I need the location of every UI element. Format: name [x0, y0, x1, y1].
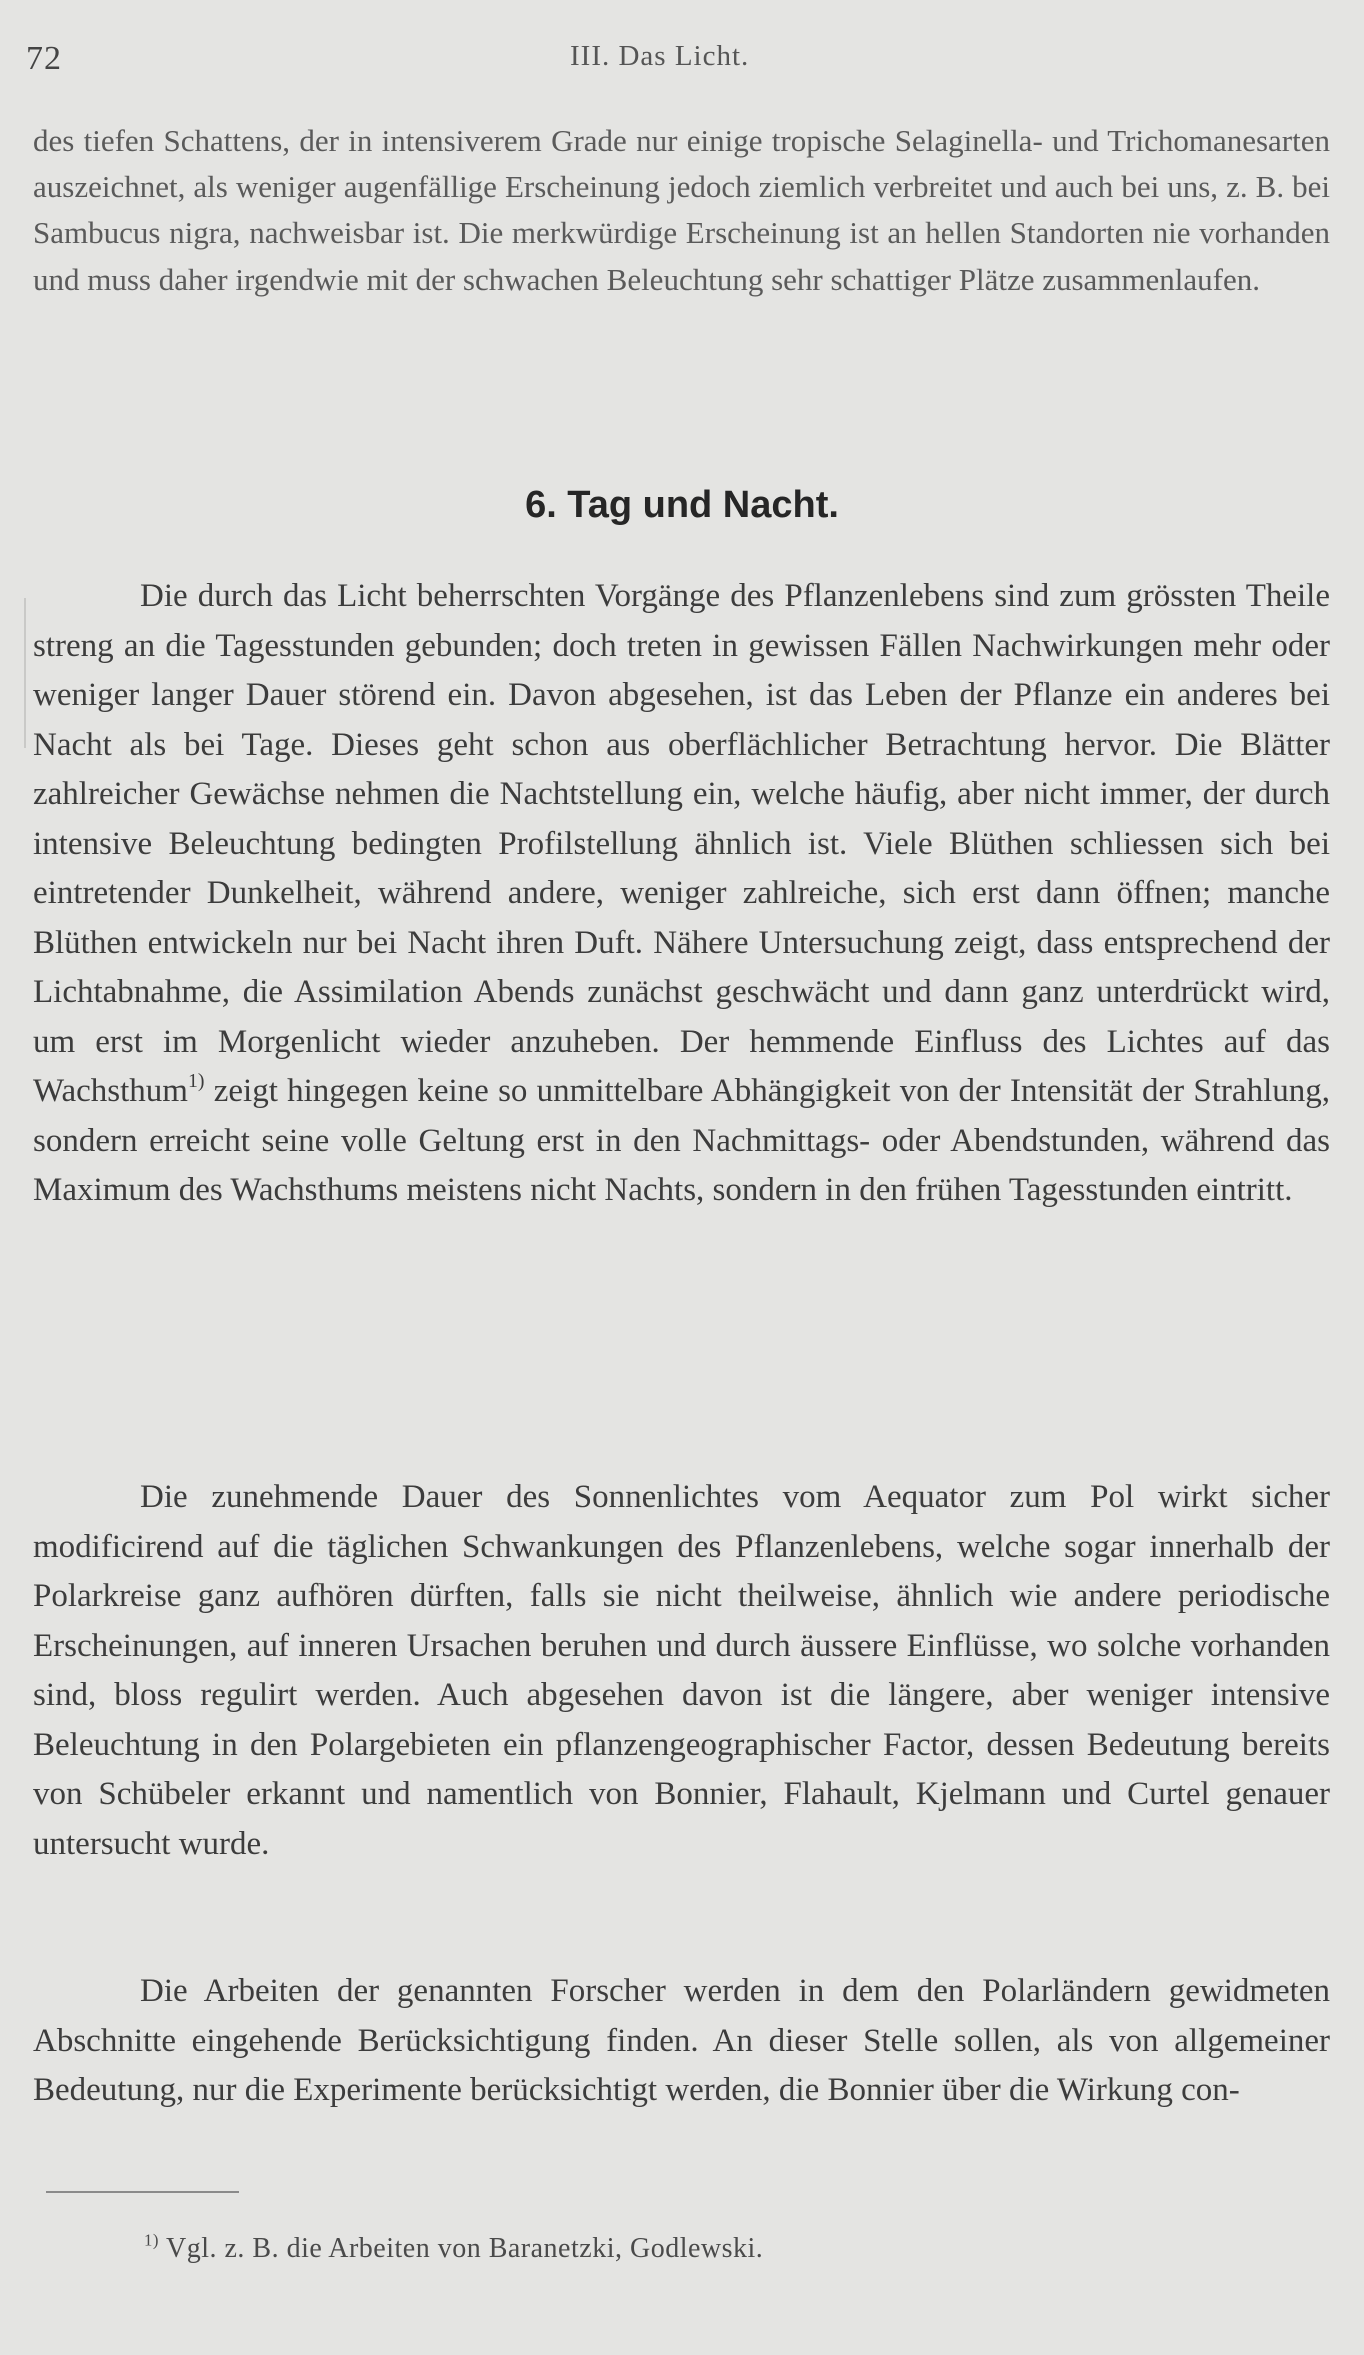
section-paragraph-1-text — [33, 572, 1330, 1216]
section-paragraph-1 — [33, 572, 1330, 1216]
running-title: III. Das Licht. — [570, 40, 750, 72]
section-paragraph-3 — [33, 1967, 1330, 2116]
section-paragraph-2-text: Die zunehmende Dauer des Sonnenlichtes vom Aequator zum Pol wirkt sicher modificirend auf die täglichen Schwankungen des Pflanzenlebens, welche sogar innerhalb der Polarkreise ganz aufhören dürften, falls sie nicht theilweise, ähnlich wie andere periodische Erscheinungen, auf inneren Ursachen beruhen und durch äussere Einflüsse, wo solche vorhanden sind, bloss regulirt werden. Auch abgesehen davon ist die längere, aber weniger intensive Beleuchtung in den Polargebieten ein pflanzengeographischer Factor, dessen Bedeutung bereits von Schübeler erkannt und namentlich von Bonnier, Flahault, Kjelmann und Curtel genauer untersucht wurde. — [33, 1479, 1330, 1862]
margin-mark — [24, 598, 26, 748]
section-paragraph-2 — [33, 1473, 1330, 1869]
section-heading: 6. Tag und Nacht. — [525, 484, 839, 526]
footnote-marker: 1) — [144, 2230, 159, 2250]
carryover-paragraph-text: des tiefen Schattens, der in intensiverem Grade nur einige tropische Selaginella- und Trichomanesarten auszeichnet, als weniger augenfällige Erscheinung jedoch ziemlich verbreitet und auch bei uns, z. B. bei Sambucus nigra, nachweisbar ist. Die merkwürdige Erscheinung ist an hellen Standorten nie vorhanden und muss daher irgendwie mit der schwachen Beleuchtung sehr schattiger Plätze zusammenlaufen. — [33, 123, 1330, 297]
carryover-paragraph — [33, 118, 1330, 303]
footnote — [144, 2230, 764, 2265]
running-head — [0, 36, 1364, 76]
footnote-text: Vgl. z. B. die Arbeiten von Baranetzki, Godlewski. — [158, 2233, 764, 2264]
footnote-reference: 1) — [187, 1070, 205, 1093]
footnote-divider — [46, 2191, 239, 2193]
section-paragraph-3-text: Die Arbeiten der genannten Forscher werden in dem den Polarländern gewidmeten Abschnitte eingehende Berücksichtigung finden. An dieser Stelle sollen, als von allgemeiner Bedeutung, nur die Experimente berücksichtigt werden, die Bonnier über die Wirkung con- — [33, 1973, 1330, 2108]
paragraph-1-text-before-note: Die durch das Licht beherrschten Vorgänge des Pflanzenlebens sind zum grössten Theile streng an die Tagesstunden gebunden; doch treten in gewissen Fällen Nachwirkungen mehr oder weniger langer Dauer störend ein. Davon abgesehen, ist das Leben der Pflanze ein anderes bei Nacht als bei Tage. Dieses geht schon aus oberflächlicher Betrachtung hervor. Die Blätter zahlreicher Gewächse nehmen die Nachtstellung ein, welche häufig, aber nicht immer, der durch intensive Beleuchtung bedingten Profilstellung ähnlich ist. Viele Blüthen schliessen sich bei eintretender Dunkelheit, während andere, weniger zahlreiche, sich erst dann öffnen; manche Blüthen entwickeln nur bei Nacht ihren Duft. Nähere Untersuchung zeigt, dass entsprechend der Lichtabnahme, die Assimilation Abends zunächst geschwächt und dann ganz unterdrückt wird, um erst im Morgenlicht wieder anzuheben. Der hemmende Einfluss des Lichtes auf das Wachsthum — [33, 578, 1330, 1109]
paragraph-1-text-after-note: zeigt hingegen keine so unmittelbare Abhängigkeit von der Intensität der Strahlung, sondern erreicht seine volle Geltung erst in den Nachmittags- oder Abendstunden, während das Maximum des Wachsthums meistens nicht Nachts, sondern in den frühen Tagesstunden eintritt. — [33, 1073, 1330, 1208]
page-number: 72 — [26, 40, 62, 77]
